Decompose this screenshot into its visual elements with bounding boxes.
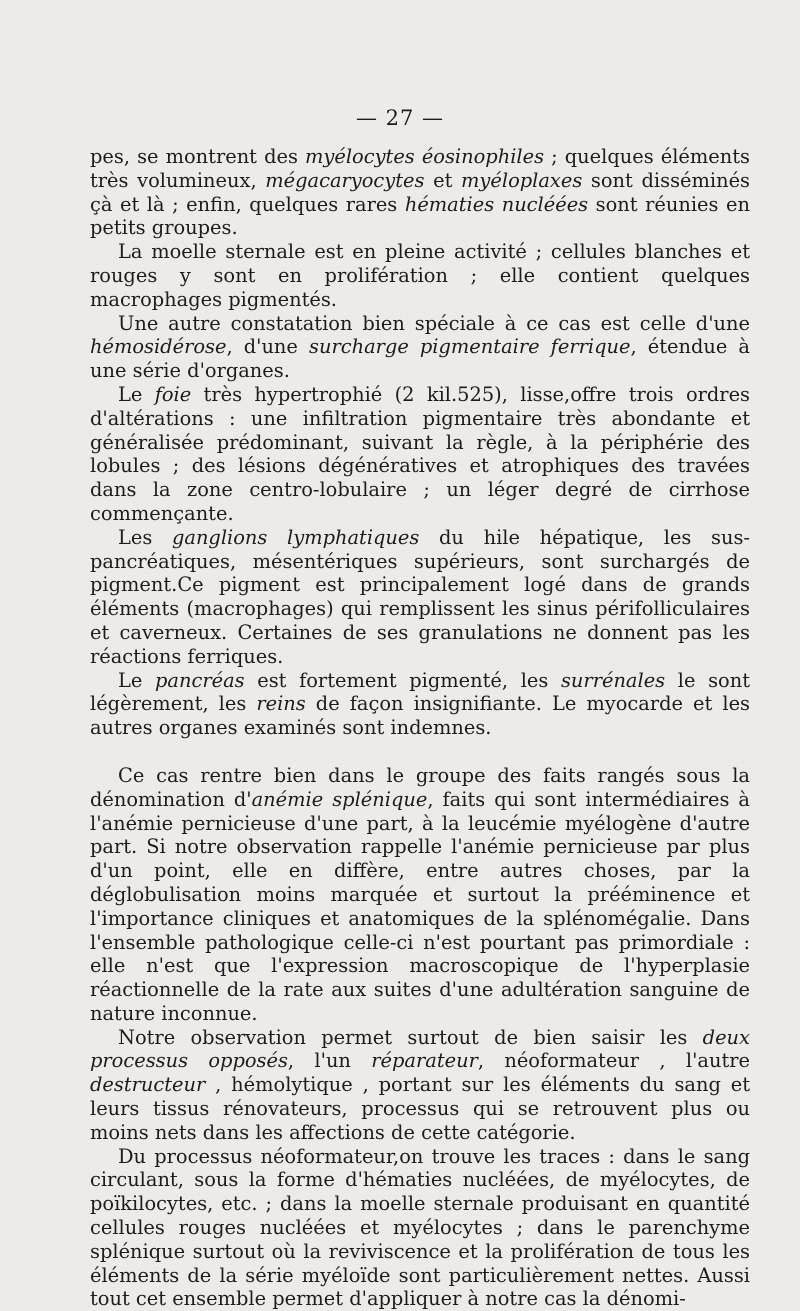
italic-text-run: anémie splénique <box>251 787 428 811</box>
paragraph <box>90 669 750 740</box>
paragraph <box>90 526 750 669</box>
italic-text-run: mégacaryocytes <box>265 168 425 192</box>
italic-text-run: réparateur <box>371 1049 478 1073</box>
text-run: Notre observation permet surtout de bien saisir les <box>118 1025 703 1049</box>
text-run: Une autre constatation bien spéciale à ce cas est celle d'une <box>118 311 750 335</box>
text-run: ; quelques éléments très volumineux, <box>90 145 750 192</box>
italic-text-run: hématies nucléées <box>404 192 589 216</box>
text-run: , étendue à une série d'organes. <box>90 335 750 383</box>
italic-text-run: hémosidérose <box>90 335 227 359</box>
text-run: de façon insignifiante. Le myocarde et les autres organes examinés sont indemnes. <box>90 692 750 740</box>
text-run: pes, se montrent des <box>90 145 306 168</box>
italic-text-run: surcharge pigmentaire ferrique <box>309 335 631 359</box>
page-number: — 27 — <box>355 106 445 130</box>
text-run: Les <box>118 525 172 549</box>
text-run: est fortement pigmenté, les <box>244 668 561 692</box>
paragraph <box>90 240 750 311</box>
italic-text-run: myéloplaxes <box>461 168 583 192</box>
paragraph <box>90 145 750 240</box>
text-run: Du processus néoformateur,on trouve les traces : dans le sang circulant, sous la forme d'hématies nucléées, de myélocytes, de poïkilocytes, etc. ; dans la moelle sternale produisant en quantité cellules rouges nucléées et myélocytes ; dans le parenchyme splénique surtout où la reviviscence et la prolifération de tous les éléments de la série myéloïde sont particulièrement nettes. Aussi tout cet ensemble permet d'appliquer à notre cas la dénomi- <box>90 1144 750 1311</box>
italic-text-run: deux processus opposés <box>90 1025 750 1073</box>
paragraph <box>90 312 750 383</box>
text-run: Le <box>118 382 155 406</box>
text-run: La moelle sternale est en pleine activité ; cellules blanches et rouges y sont en prolifération ; elle contient quelques macrophages pigmentés. <box>90 240 750 311</box>
italic-text-run: foie <box>154 382 192 406</box>
text-run: , faits qui sont intermédiaires à l'anémie pernicieuse d'une part, à la leucémie myélogène d'autre part. Si notre observation rappelle l'anémie pernicieuse par plus d'un point, elle en diffère, entre autres choses, par la déglobulisation moins marquée et surtout la prééminence et l'importance cliniques et anatomiques de la splénomégalie. Dans l'ensemble pathologique celle-ci n'est pourtant pas primordiale : elle n'est que l'expression macroscopique de l'hyperplasie réactionnelle de la rate aux suites d'une adultération sanguine de nature inconnue. <box>90 787 750 1025</box>
text-run: le sont légèrement, les <box>90 668 750 716</box>
paragraph <box>90 1145 750 1311</box>
text-run: , hémolytique , portant sur les éléments du sang et leurs tissus rénovateurs, processus qui se retrouvent plus ou moins nets dans les affections de cette catégorie. <box>90 1073 750 1144</box>
italic-text-run: myélocytes éosinophiles <box>305 145 545 168</box>
italic-text-run: destructeur <box>90 1073 206 1097</box>
paragraph <box>90 764 750 1026</box>
text-run: du hile hépatique, les sus-pancréatiques, mésentériques supérieurs, sont surchargés de pigment.Ce pigment est principalement logé dans de grands éléments (macrophages) qui remplissent les sinus périfolliculaires et caverneux. Certaines de ses granulations ne donnent pas les réactions ferriques. <box>90 525 750 668</box>
text-body <box>90 145 750 1311</box>
paragraph <box>90 383 750 526</box>
text-run: , néoformateur , l'autre <box>477 1049 751 1073</box>
text-run: sont disséminés çà et là ; enfin, quelques rares <box>90 168 750 216</box>
italic-text-run: pancréas <box>155 668 245 692</box>
text-run: et <box>424 168 462 192</box>
text-run: sont réunies en petits groupes. <box>90 192 750 240</box>
text-run: très hypertrophié (2 kil.525), lisse,offre trois ordres d'altérations : une infiltration pigmentaire très abondante et généralisée prédominant, suivant la règle, à la périphérie des lobules ; des lésions dégénératives et atrophiques des travées dans la zone centro-lobulaire ; un léger degré de cirrhose commençante. <box>90 382 750 525</box>
italic-text-run: reins <box>256 692 306 716</box>
italic-text-run: ganglions lymphatiques <box>171 525 420 549</box>
text-run: Ce cas rentre bien dans le groupe des faits rangés sous la dénomination d' <box>90 763 750 811</box>
italic-text-run: surrénales <box>560 668 666 692</box>
text-run: , l'un <box>287 1049 372 1073</box>
text-run: , d'une <box>226 335 310 359</box>
paragraph <box>90 1026 750 1145</box>
text-run: Le <box>118 668 155 692</box>
